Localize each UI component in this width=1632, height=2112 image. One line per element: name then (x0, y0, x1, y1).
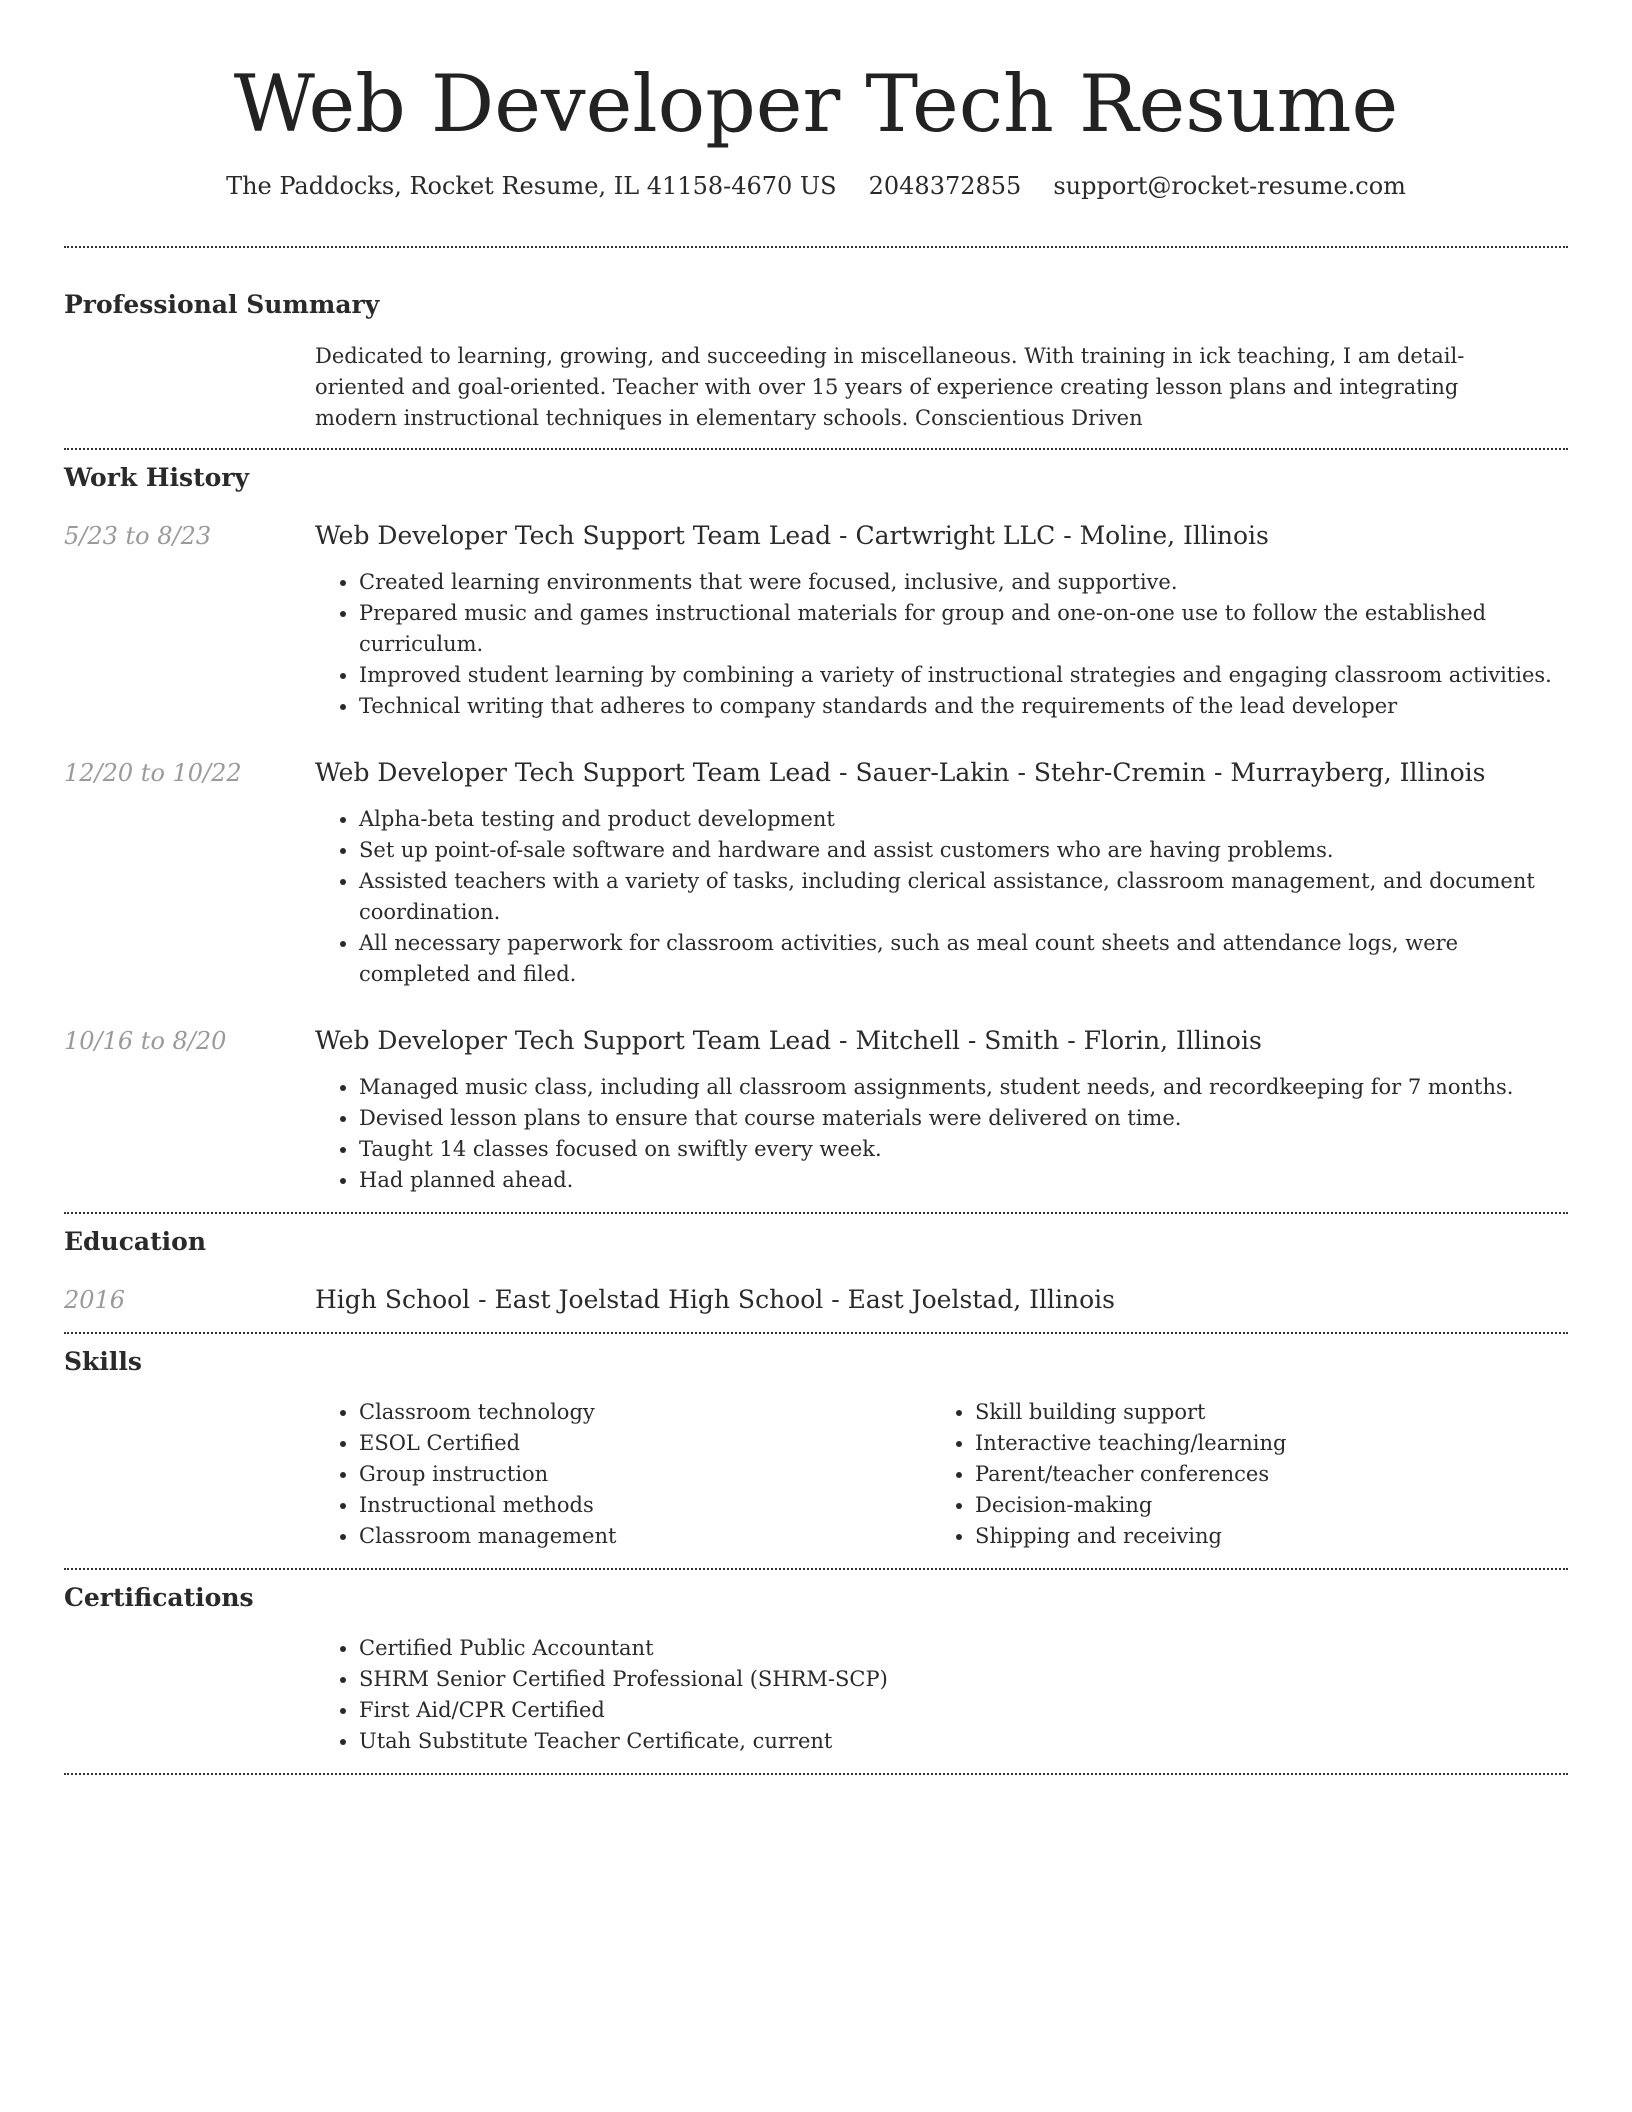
certifications-list (315, 1633, 1568, 1757)
section-title-summary: Professional Summary (64, 290, 380, 319)
divider (64, 1332, 1568, 1334)
education-title: High School - East Joelstad High School - East Joelstad, Illinois (315, 1285, 1115, 1314)
list-item: • Interactive teaching/learning (975, 1428, 1547, 1459)
certifications-section (64, 1581, 1568, 1757)
list-item: • Set up point-of-sale software and hardware and assist customers who are having problems. (359, 835, 1568, 866)
list-item: • Taught 14 classes focused on swiftly every week. (359, 1134, 1568, 1165)
section-title-skills: Skills (64, 1347, 142, 1376)
job-title: Web Developer Tech Support Team Lead - Sauer-Lakin - Stehr-Cremin - Murrayberg, Illinois (315, 758, 1486, 787)
job-bullets (315, 804, 1568, 990)
section-title-work-history: Work History (64, 463, 250, 492)
job-dates: 12/20 to 10/22 (64, 759, 242, 787)
list-item: • Prepared music and games instructional materials for group and one-on-one use to follow the established curriculum. (359, 598, 1568, 660)
job-entry (64, 756, 1568, 990)
list-item: • Parent/teacher conferences (975, 1459, 1547, 1490)
job-dates: 10/16 to 8/20 (64, 1027, 227, 1055)
list-item: • Classroom management (359, 1521, 931, 1552)
list-item: • Alpha-beta testing and product development (359, 804, 1568, 835)
education-dates: 2016 (64, 1286, 126, 1314)
resume-page (64, 0, 1568, 1775)
job-title: Web Developer Tech Support Team Lead - Mitchell - Smith - Florin, Illinois (315, 1026, 1262, 1055)
list-item: • Technical writing that adheres to company standards and the requirements of the lead developer (359, 691, 1568, 722)
contact-line (64, 170, 1568, 202)
list-item: • First Aid/CPR Certified (359, 1695, 1568, 1726)
contact-email: support@rocket-resume.com (1053, 172, 1406, 200)
list-item: • Assisted teachers with a variety of tasks, including clerical assistance, classroom management, and document coordination. (359, 866, 1568, 928)
job-dates: 5/23 to 8/23 (64, 522, 212, 550)
contact-address: The Paddocks, Rocket Resume, IL 41158-4670 US (226, 172, 837, 200)
job-bullets (315, 1072, 1568, 1196)
divider (64, 246, 1568, 248)
job-bullets (315, 567, 1568, 722)
list-item: • Instructional methods (359, 1490, 931, 1521)
skills-section (64, 1345, 1568, 1552)
summary-section (64, 288, 1568, 434)
divider (64, 1212, 1568, 1214)
section-title-certifications: Certifications (64, 1583, 254, 1612)
list-item: • SHRM Senior Certified Professional (SHRM-SCP) (359, 1664, 1568, 1695)
list-item: • ESOL Certified (359, 1428, 931, 1459)
list-item: • Created learning environments that were focused, inclusive, and supportive. (359, 567, 1568, 598)
list-item: • Utah Substitute Teacher Certificate, current (359, 1726, 1568, 1757)
job-entry (64, 1024, 1568, 1196)
divider (64, 448, 1568, 450)
skills-list-right (931, 1397, 1547, 1552)
list-item: • Devised lesson plans to ensure that course materials were delivered on time. (359, 1103, 1568, 1134)
resume-name: Web Developer Tech Resume (233, 58, 1399, 150)
education-section (64, 1225, 1568, 1317)
list-item: • Classroom technology (359, 1397, 931, 1428)
section-title-education: Education (64, 1227, 207, 1256)
skills-list-left (315, 1397, 931, 1552)
list-item: • Had planned ahead. (359, 1165, 1568, 1196)
job-title: Web Developer Tech Support Team Lead - Cartwright LLC - Moline, Illinois (315, 521, 1269, 550)
list-item: • All necessary paperwork for classroom activities, such as meal count sheets and attendance logs, were completed and filed. (359, 928, 1568, 990)
job-entry (64, 519, 1568, 722)
list-item: • Skill building support (975, 1397, 1547, 1428)
list-item: • Decision-making (975, 1490, 1547, 1521)
summary-text: Dedicated to learning, growing, and succeeding in miscellaneous. With training in ick teaching, I am detail-oriented and goal-oriented. Teacher with over 15 years of experience creating lesson plans and integrating modern instructional techniques in elementary schools. Conscientious Driven (315, 344, 1465, 430)
list-item: • Improved student learning by combining a variety of instructional strategies and engaging classroom activities. (359, 660, 1568, 691)
divider (64, 1773, 1568, 1775)
list-item: • Certified Public Accountant (359, 1633, 1568, 1664)
list-item: • Group instruction (359, 1459, 931, 1490)
education-entry (64, 1283, 1568, 1317)
divider (64, 1568, 1568, 1570)
list-item: • Managed music class, including all classroom assignments, student needs, and recordkeeping for 7 months. (359, 1072, 1568, 1103)
contact-phone: 2048372855 (868, 172, 1022, 200)
list-item: • Shipping and receiving (975, 1521, 1547, 1552)
work-history-section (64, 461, 1568, 1196)
